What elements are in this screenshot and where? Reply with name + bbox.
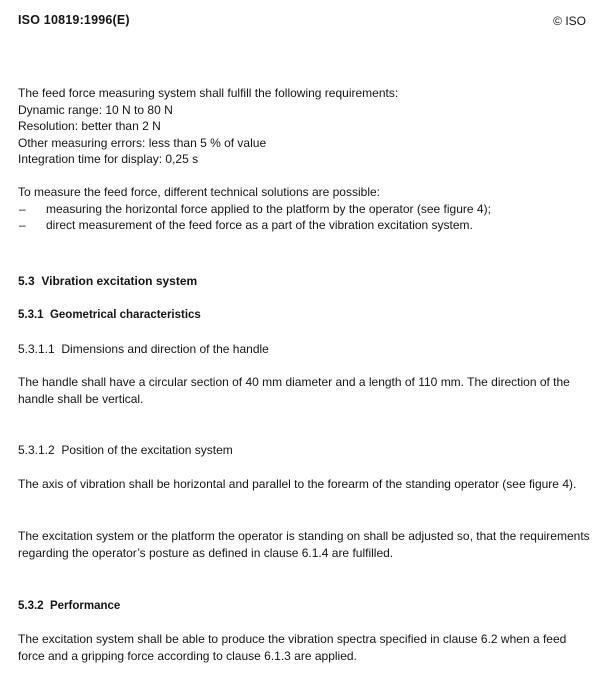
section-title: Geometrical characteristics xyxy=(49,309,201,321)
section-heading-5-3-1 xyxy=(18,307,590,324)
section-title: Position of the excitation system xyxy=(61,443,233,457)
section-title: Dimensions and direction of the handle xyxy=(61,342,269,356)
copyright-notice: © ISO xyxy=(553,14,586,28)
document-id: ISO 10819:1996(E) xyxy=(18,13,130,27)
section-number: 5.3.1.2 xyxy=(18,443,55,457)
requirement-item: Resolution: better than 2 N xyxy=(18,119,161,133)
section-heading-5-3-1-2 xyxy=(18,442,590,459)
requirement-item: Other measuring errors: less than 5 % of value xyxy=(18,135,267,150)
paragraph-handle xyxy=(18,374,590,407)
paragraph-axis xyxy=(18,476,590,493)
requirement-item: Dynamic range: 10 N to 80 N xyxy=(18,102,173,117)
list-item xyxy=(18,201,590,218)
solutions-intro: To measure the feed force, different technical solutions are possible: xyxy=(18,185,380,199)
section-heading-5-3 xyxy=(18,273,590,290)
paragraph-text: The excitation system shall be able to produce the vibration spectra specified in clause 6.2 when a feed force and a gripping force according to clause 6.1.3 are applied. xyxy=(18,632,567,663)
requirements-intro: The feed force measuring system shall fulfill the following requirements: xyxy=(18,86,399,100)
section-title: Performance xyxy=(49,600,121,612)
dash-bullet: – xyxy=(19,218,26,232)
section-number: 5.3.1.1 xyxy=(18,342,55,356)
requirements-block xyxy=(18,85,590,168)
paragraph-text: The axis of vibration shall be horizontal and parallel to the forearm of the standing operator (see figure 4). xyxy=(18,477,577,491)
paragraph-text: The handle shall have a circular section of 40 mm diameter and a length of 110 mm. The direction of the handle shall be vertical. xyxy=(18,375,570,406)
dash-bullet: – xyxy=(19,201,26,216)
section-heading-5-3-2 xyxy=(18,598,590,615)
bullet-text: direct measurement of the feed force as a part of the vibration excitation system. xyxy=(46,218,473,232)
section-title: Vibration excitation system xyxy=(41,274,198,288)
requirement-item: Integration time for display: 0,25 s xyxy=(18,152,199,166)
list-item xyxy=(18,217,590,234)
solutions-block xyxy=(18,184,590,234)
section-number: 5.3.2 xyxy=(18,600,44,612)
section-number: 5.3 xyxy=(18,274,35,288)
bullet-text: measuring the horizontal force applied to the platform by the operator (see figure 4); xyxy=(46,201,491,216)
section-heading-5-3-1-1 xyxy=(18,341,590,358)
paragraph-text: The excitation system or the platform the operator is standing on shall be adjusted so, that the requirements regarding the operator’s posture as defined in clause 6.1.4 are fulfilled. xyxy=(18,529,590,560)
paragraph-performance xyxy=(18,631,590,664)
section-number: 5.3.1 xyxy=(18,309,44,321)
paragraph-posture xyxy=(18,528,590,561)
